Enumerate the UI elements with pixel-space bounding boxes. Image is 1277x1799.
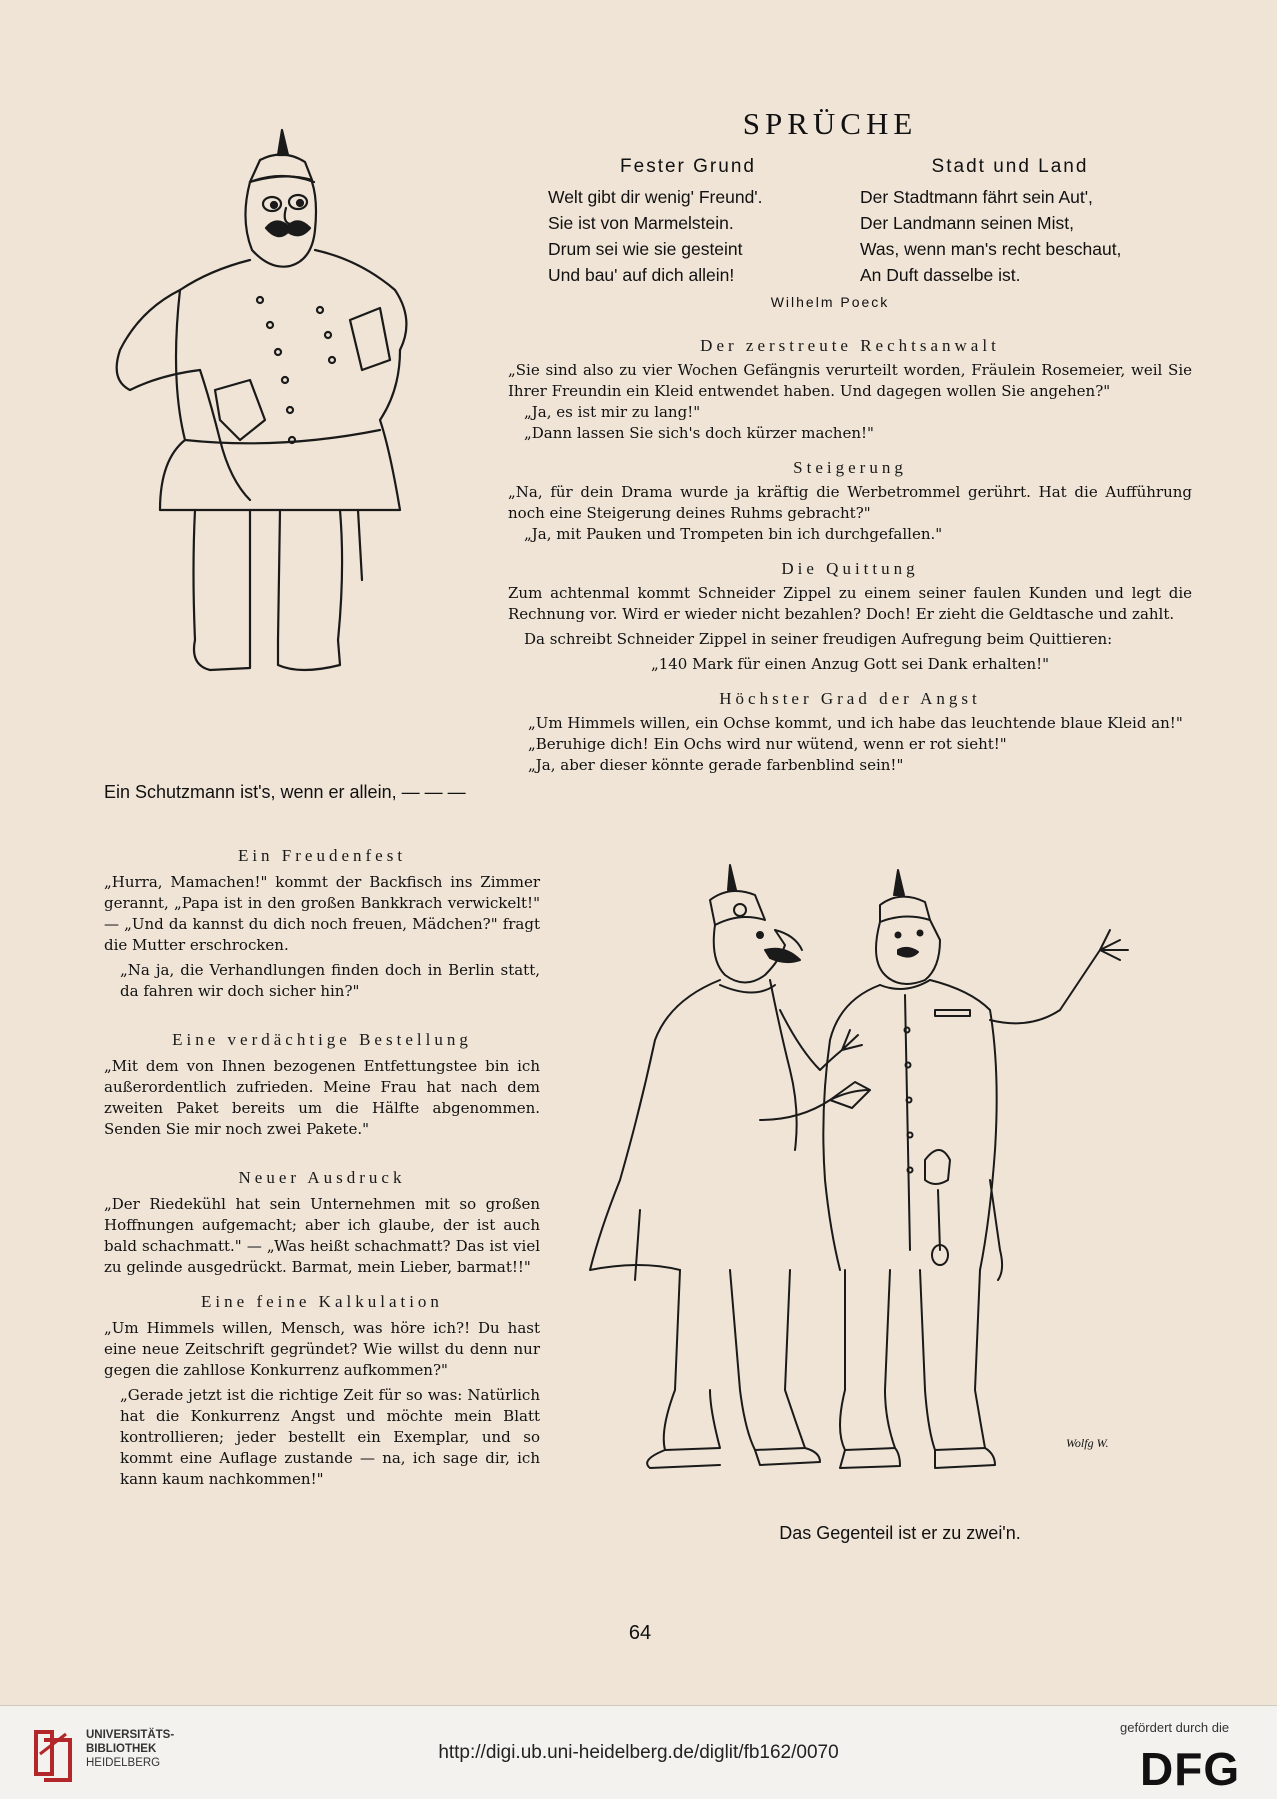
section-heading: Neuer Ausdruck bbox=[238, 1168, 406, 1187]
section-heading: Der zerstreute Rechtsanwalt bbox=[700, 336, 1000, 355]
section-paragraph: „Dann lassen Sie sich's doch kürzer machen!" bbox=[524, 424, 874, 442]
two-men-caption: Das Gegenteil ist er zu zwei'n. bbox=[779, 1523, 1021, 1543]
poem-line: Was, wenn man's recht beschaut, bbox=[860, 239, 1122, 259]
section-paragraph: „Ja, aber dieser könnte gerade farbenblind sein!" bbox=[528, 756, 904, 774]
policeman-caption: Ein Schutzmann ist's, wenn er allein, — — — bbox=[104, 782, 466, 802]
section-heading: Ein Freudenfest bbox=[237, 846, 407, 865]
poem-line: Der Landmann seinen Mist, bbox=[860, 213, 1074, 233]
artist-signature: Wolfg W. bbox=[1066, 1436, 1109, 1450]
section-heading: Eine verdächtige Bestellung bbox=[172, 1030, 472, 1049]
poem-stadt-und-land bbox=[860, 156, 1160, 288]
policeman-illustration bbox=[100, 120, 470, 780]
section-paragraph: „Der Riedekühl hat sein Unternehmen mit so großen Hoffnungen aufgemacht; aber ich glaube, der ist auch bald schachmatt." — „Was heißt schachmatt? Das ist viel zu gelinde ausgedrückt. Barmat, mein Lieber, barmat!!" bbox=[104, 1195, 540, 1276]
library-name-line: UNIVERSITÄTS- bbox=[86, 1729, 175, 1741]
poem-body bbox=[860, 184, 1160, 288]
section-paragraph: „Um Himmels willen, ein Ochse kommt, und ich habe das leuchtende blaue Kleid an!" bbox=[528, 714, 1183, 732]
section-paragraph: „Mit dem von Ihnen bezogenen Entfettungstee bin ich außerordentlich zufrieden. Meine Frau hat nach dem zweiten Paket bereits um die Hälfte abgenommen. Senden Sie mir noch zwei Pakete." bbox=[104, 1057, 540, 1138]
two-policemen-illustration bbox=[580, 850, 1160, 1490]
section-paragraph: „Ja, mit Pauken und Trompeten bin ich durchgefallen." bbox=[524, 525, 943, 543]
section-paragraph: Zum achtenmal kommt Schneider Zippel zu einem seiner faulen Kunden und legt die Rechnung vor. Wird er wieder nicht bezahlen? Doch! Er zieht die Geldtasche und zahlt. bbox=[508, 584, 1192, 623]
section-paragraph: „Beruhige dich! Ein Ochs wird nur wütend, wenn er rot sieht!" bbox=[528, 735, 1007, 753]
section-paragraph: „Um Himmels willen, Mensch, was höre ich?! Du hast eine neue Zeitschrift gegründet? Wie willst du denn nur gegen die zahllose Konkurrenz aufkommen?" bbox=[104, 1319, 540, 1379]
page-number: 64 bbox=[628, 1622, 652, 1644]
section-paragraph: „Hurra, Mamachen!" kommt der Backfisch ins Zimmer gerannt, „Papa ist in den großen Bankkrach verwickelt!" — „Und da kannst du dich noch freuen, Mädchen?" fragt die Mutter erschrocken. bbox=[104, 873, 540, 954]
section-heading: Die Quittung bbox=[781, 559, 919, 578]
poem-line: Der Stadtmann fährt sein Aut', bbox=[860, 187, 1093, 207]
funded-by-label: gefördert durch die bbox=[1120, 1720, 1230, 1735]
poem-line: Und bau' auf dich allein! bbox=[548, 265, 735, 285]
right-column bbox=[508, 336, 1192, 776]
library-name-line: BIBLIOTHEK bbox=[86, 1743, 157, 1755]
poem-line: Welt gibt dir wenig' Freund'. bbox=[548, 187, 763, 207]
section-heading: Höchster Grad der Angst bbox=[719, 689, 981, 708]
library-name-line: HEIDELBERG bbox=[86, 1757, 161, 1769]
section-paragraph: „Ja, es ist mir zu lang!" bbox=[524, 403, 701, 421]
section-heading: Steigerung bbox=[793, 458, 907, 477]
dfg-logo[interactable]: DFG bbox=[1140, 1743, 1241, 1795]
poem-line: Sie ist von Marmelstein. bbox=[548, 213, 734, 233]
section-paragraph: „Na ja, die Verhandlungen finden doch in Berlin statt, da fahren wir doch sicher hin?" bbox=[120, 961, 540, 1000]
section-paragraph: Da schreibt Schneider Zippel in seiner freudigen Aufregung beim Quittieren: bbox=[524, 630, 1113, 648]
section-paragraph: „Gerade jetzt ist die richtige Zeit für so was: Natürlich hat die Konkurrenz Angst und möchte mein Blatt kontrollieren; jeder bestellt ein Exemplar, und so kommt eine Auflage zustande — na, ich sage dir, ich kann kaum nachkommen!" bbox=[120, 1386, 540, 1488]
viewer-footer bbox=[0, 1705, 1277, 1799]
poem-body bbox=[548, 184, 828, 288]
poem-line: An Duft dasselbe ist. bbox=[860, 265, 1021, 285]
section-heading: Eine feine Kalkulation bbox=[201, 1292, 443, 1311]
poem-title: Fester Grund bbox=[620, 156, 756, 177]
document-url[interactable]: http://digi.ub.uni-heidelberg.de/diglit/fb162/0070 bbox=[438, 1742, 839, 1763]
page-title: SPRÜCHE bbox=[742, 106, 918, 141]
section-paragraph: „140 Mark für einen Anzug Gott sei Dank erhalten!" bbox=[650, 655, 1050, 673]
left-column bbox=[104, 846, 540, 1490]
section-paragraph: „Sie sind also zu vier Wochen Gefängnis verurteilt worden, Fräulein Rosemeier, weil Sie Ihrer Freundin ein Kleid entwendet haben. Und dagegen wollen Sie angehen?" bbox=[508, 361, 1192, 400]
poem-title: Stadt und Land bbox=[931, 156, 1089, 177]
poem-author: Wilhelm Poeck bbox=[770, 294, 890, 310]
section-paragraph: „Na, für dein Drama wurde ja kräftig die Werbetrommel gerührt. Hat die Aufführung noch eine Steigerung deines Ruhms gebracht?" bbox=[508, 483, 1192, 522]
poem-fester-grund bbox=[548, 156, 828, 288]
poem-line: Drum sei wie sie gesteint bbox=[548, 239, 743, 259]
